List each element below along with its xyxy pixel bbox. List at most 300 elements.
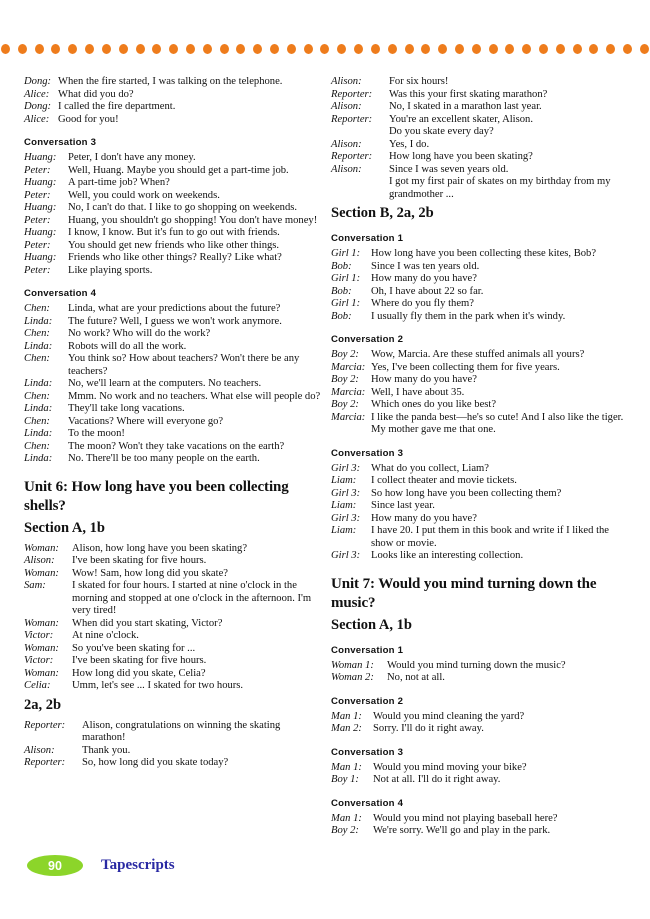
orange-dot (287, 44, 296, 54)
dialogue-line (24, 202, 321, 215)
dialogue-line (24, 303, 321, 316)
conversation-label: Conversation 3 (331, 746, 404, 758)
dialogue-line (24, 403, 321, 416)
speaker-name: Linda: (24, 403, 53, 414)
utterance-text: When did you start skating, Victor? (72, 617, 223, 629)
speaker-name: Alison: (331, 138, 362, 150)
speaker-name: Chen: (24, 390, 50, 402)
section-heading: Section B, 2a, 2b (331, 205, 434, 221)
speaker-name: Peter: (24, 164, 51, 176)
utterance-text: Well, I have about 35. (371, 386, 465, 398)
utterance-text: The moon? Won't they take vacations on the earth? (68, 440, 285, 452)
dotted-divider (0, 44, 650, 54)
utterance-text: Oh, I have about 22 so far. (371, 285, 484, 297)
orange-dot (489, 44, 498, 54)
dialogue-block (24, 543, 321, 693)
dialogue-line (24, 580, 321, 618)
dialogue-line (331, 139, 628, 152)
speaker-name: Girl 1: (331, 248, 361, 259)
orange-dot (220, 44, 229, 54)
conversation-label: Conversation 2 (331, 334, 404, 345)
orange-dot (640, 44, 649, 54)
utterance-text: You're an excellent skater, Alison. (389, 113, 533, 125)
dialogue-line (331, 660, 628, 673)
page-number-badge (27, 855, 83, 876)
dialogue-line (331, 248, 628, 261)
dialogue-block (331, 660, 628, 685)
speaker-name: Alison: (331, 101, 362, 112)
orange-dot (18, 44, 27, 54)
speaker-name: Linda: (24, 315, 53, 327)
utterance-text: The future? Well, I guess we won't work anymore. (68, 315, 282, 327)
utterance-text: So you've been skating for ... (72, 642, 196, 654)
utterance-text: I know, I know. But it's fun to go out with friends. (68, 227, 280, 238)
dialogue-line (24, 391, 321, 404)
speaker-name: Reporter: (24, 719, 66, 731)
speaker-name: Man 1: (331, 710, 362, 722)
speaker-name: Marcia: (331, 386, 366, 398)
orange-dot (522, 44, 531, 54)
speaker-name: Dong: (24, 101, 52, 112)
dialogue-line (24, 353, 321, 378)
speaker-name: Liam: (331, 500, 357, 511)
speaker-name: Dong: (24, 76, 52, 87)
speaker-name: Peter: (24, 264, 51, 276)
dialogue-line (24, 177, 321, 190)
dialogue-line (24, 240, 321, 253)
speaker-name: Peter: (24, 239, 51, 251)
orange-dot (1, 44, 10, 54)
dialogue-line (24, 265, 321, 278)
orange-dot (320, 44, 329, 54)
speaker-name: Reporter: (331, 88, 373, 100)
dialogue-line (24, 630, 321, 643)
dialogue-line (24, 227, 321, 240)
orange-dot (337, 44, 346, 54)
speaker-name: Boy 2: (331, 349, 359, 360)
speaker-name: Reporter: (24, 757, 66, 768)
dialogue-line (331, 362, 628, 375)
dialogue-line (331, 374, 628, 387)
speaker-name: Woman: (24, 617, 59, 629)
utterance-text: Which ones do you like best? (371, 399, 497, 410)
dialogue-line (24, 643, 321, 656)
utterance-text: How many do you have? (371, 273, 477, 284)
speaker-name: Girl 3: (331, 462, 361, 474)
dialogue-line (24, 428, 321, 441)
orange-dot (606, 44, 615, 54)
dialogue-line (331, 762, 628, 775)
dialogue-line (24, 618, 321, 631)
dialogue-block (331, 248, 628, 323)
dialogue-line (24, 378, 321, 391)
dialogue-line (331, 126, 628, 139)
utterance-text: Thank you. (82, 744, 131, 756)
dialogue-line (331, 114, 628, 127)
dialogue-line (24, 316, 321, 329)
dialogue-line (331, 261, 628, 274)
dialogue-line (331, 412, 628, 437)
utterance-text: How long have you been skating? (389, 151, 533, 162)
speaker-name: Reporter: (331, 113, 373, 125)
speaker-name: Woman: (24, 542, 59, 554)
orange-dot (35, 44, 44, 54)
utterance-text: Vacations? Where will everyone go? (68, 415, 224, 427)
speaker-name: Man 1: (331, 761, 362, 773)
speaker-name: Chen: (24, 415, 50, 427)
speaker-name: Celia: (24, 680, 51, 691)
utterance-text: Like playing sports. (68, 264, 153, 276)
page-number: 90 (48, 858, 62, 873)
utterance-text: Since last year. (371, 500, 435, 511)
dialogue-line (331, 774, 628, 787)
speaker-name: Liam: (331, 475, 357, 486)
utterance-text: For six hours! (389, 76, 449, 87)
orange-dot (203, 44, 212, 54)
dialogue-line (24, 328, 321, 341)
dialogue-block (24, 303, 321, 466)
dialogue-line (331, 273, 628, 286)
speaker-name: Huang: (24, 152, 57, 163)
utterance-text: Umm, let's see ... I skated for two hours. (72, 680, 244, 691)
dialogue-line (331, 164, 628, 177)
utterance-text: At nine o'clock. (72, 630, 139, 641)
page-footer (27, 855, 175, 876)
speaker-name: Linda: (24, 378, 53, 389)
dialogue-line (331, 311, 628, 324)
orange-dot (253, 44, 262, 54)
utterance-text: So how long have you been collecting them? (371, 487, 562, 499)
orange-dot (438, 44, 447, 54)
dialogue-line (24, 341, 321, 354)
conversation-label: Conversation 3 (24, 137, 97, 148)
orange-dot (68, 44, 77, 54)
utterance-text: Well, you could work on weekends. (68, 189, 220, 201)
speaker-name: Girl 1: (331, 273, 361, 284)
speaker-name: Huang: (24, 252, 57, 263)
orange-dot (304, 44, 313, 54)
utterance-text: What did you do? (58, 88, 134, 100)
unit-heading: Unit 6: How long have you been collecting shells? (24, 478, 289, 514)
speaker-name: Linda: (24, 453, 53, 464)
speaker-name: Reporter: (331, 151, 373, 162)
speaker-name: Woman 2: (331, 672, 374, 683)
dialogue-line (331, 286, 628, 299)
section-heading: Section A, 1b (24, 519, 105, 536)
dialogue-block (331, 349, 628, 437)
utterance-text: Huang, you shouldn't go shopping! You don't have money! (68, 214, 318, 226)
dialogue-line (331, 513, 628, 526)
speaker-name: Victor: (24, 655, 54, 666)
conversation-label: Conversation 4 (24, 288, 97, 299)
dialogue-line (24, 568, 321, 581)
dialogue-line (24, 757, 321, 770)
speaker-name: Huang: (24, 202, 57, 213)
orange-dot (623, 44, 632, 54)
dialogue-line (331, 76, 628, 89)
speaker-name: Chen: (24, 440, 50, 452)
utterance-text: Robots will do all the work. (68, 340, 187, 352)
section-heading: 2a, 2b (24, 696, 62, 713)
utterance-text: Would you mind turning down the music? (387, 659, 566, 671)
speaker-name: Bob: (331, 310, 352, 322)
dialogue-line (24, 668, 321, 681)
utterance-text: No, not at all. (387, 672, 445, 683)
dialogue-line (331, 89, 628, 102)
orange-dot (472, 44, 481, 54)
dialogue-line (331, 387, 628, 400)
utterance-text: How long did you skate, Celia? (72, 667, 206, 679)
dialogue-line (24, 215, 321, 228)
orange-dot (102, 44, 111, 54)
dialogue-line (24, 745, 321, 758)
dialogue-line (331, 463, 628, 476)
speaker-name: Woman: (24, 667, 59, 679)
speaker-name: Victor: (24, 630, 54, 641)
utterance-text: No work? Who will do the work? (68, 328, 211, 339)
utterance-text: Was this your first skating marathon? (389, 88, 548, 100)
dialogue-line (24, 416, 321, 429)
utterance-text: Well, Huang. Maybe you should get a part-time job. (68, 164, 289, 176)
speaker-name: Woman: (24, 642, 59, 654)
utterance-text: Not at all. I'll do it right away. (373, 774, 501, 785)
conversation-label: Conversation 1 (331, 644, 404, 656)
dialogue-block (24, 720, 321, 770)
dialogue-line (24, 555, 321, 568)
footer-section-title: Tapescripts (101, 857, 175, 873)
speaker-name: Sam: (24, 580, 46, 591)
dialogue-line (331, 176, 628, 201)
utterance-text: I collect theater and movie tickets. (371, 475, 517, 486)
conversation-label: Conversation 3 (331, 447, 404, 459)
speaker-name: Boy 1: (331, 774, 359, 785)
utterance-text: Since I was seven years old. (389, 163, 509, 175)
utterance-text: Looks like an interesting collection. (371, 550, 524, 561)
dialogue-block (331, 813, 628, 838)
utterance-text: I have 20. I put them in this book and write if I liked the show or movie. (371, 525, 610, 549)
speaker-name: Girl 1: (331, 298, 361, 309)
utterance-text: You think so? How about teachers? Won't there be any teachers? (68, 353, 300, 377)
utterance-text: What do you collect, Liam? (371, 462, 489, 474)
dialogue-line (331, 525, 628, 550)
orange-dot (236, 44, 245, 54)
dialogue-line (331, 475, 628, 488)
dialogue-line (24, 252, 321, 265)
utterance-text: No, I can't do that. I like to go shopping on weekends. (68, 202, 298, 213)
dialogue-line (331, 298, 628, 311)
dialogue-line (24, 441, 321, 454)
orange-dot (539, 44, 548, 54)
speaker-name: Man 1: (331, 812, 362, 824)
utterance-text: No, we'll learn at the computers. No teachers. (68, 378, 262, 389)
speaker-name: Linda: (24, 428, 53, 439)
utterance-text: Linda, what are your predictions about the future? (68, 303, 281, 314)
dialogue-line (24, 680, 321, 693)
utterance-text: Where do you fly them? (371, 298, 474, 309)
dialogue-line (331, 349, 628, 362)
utterance-text: No, I skated in a marathon last year. (389, 101, 542, 112)
orange-dot (152, 44, 161, 54)
dialogue-line (24, 720, 321, 745)
utterance-text: Yes, I've been collecting them for five years. (371, 361, 560, 373)
speaker-name: Alison: (331, 76, 362, 87)
speaker-name: Peter: (24, 214, 51, 226)
speaker-name: Linda: (24, 340, 53, 352)
speaker-name: Boy 2: (331, 825, 359, 836)
speaker-name: Girl 3: (331, 487, 361, 499)
orange-dot (421, 44, 430, 54)
conversation-label: Conversation 2 (331, 695, 404, 707)
dialogue-line (331, 151, 628, 164)
utterance-text: Would you mind cleaning the yard? (373, 710, 525, 722)
utterance-text: We're sorry. We'll go and play in the park. (373, 825, 551, 836)
speaker-name: Bob: (331, 260, 352, 272)
orange-dot (573, 44, 582, 54)
speaker-name: Alison: (24, 555, 55, 566)
dialogue-line (24, 543, 321, 556)
utterance-text: Alison, congratulations on winning the skating marathon! (82, 719, 281, 743)
utterance-text: Wow, Marcia. Are these stuffed animals all yours? (371, 349, 585, 360)
speaker-name: Chen: (24, 328, 50, 339)
utterance-text: I've been skating for five hours. (72, 655, 207, 666)
dialogue-line (331, 723, 628, 736)
speaker-name: Marcia: (331, 411, 366, 423)
unit-heading: Unit 7: Would you mind turning down the music? (331, 575, 597, 611)
speaker-name: Boy 2: (331, 374, 359, 385)
speaker-name: Alice: (24, 88, 50, 100)
speaker-name: Man 2: (331, 723, 362, 734)
dialogue-line (331, 500, 628, 513)
orange-dot (136, 44, 145, 54)
orange-dot (388, 44, 397, 54)
orange-dot (186, 44, 195, 54)
section-heading: Section A, 1b (331, 616, 412, 633)
dialogue-line (331, 399, 628, 412)
speaker-name: Marcia: (331, 361, 366, 373)
dialogue-line (24, 453, 321, 466)
dialogue-block (24, 76, 321, 126)
content-columns (24, 76, 628, 838)
dialogue-line (24, 89, 321, 102)
dialogue-line (331, 101, 628, 114)
dialogue-line (24, 114, 321, 127)
dialogue-line (24, 101, 321, 114)
utterance-text: I skated for four hours. I started at nine o'clock in the morning and stopped at one o'clock in the afternoon. I'm very tired! (72, 580, 312, 616)
speaker-name (331, 176, 389, 201)
orange-dot (405, 44, 414, 54)
utterance-text: Yes, I do. (389, 138, 430, 150)
speaker-name: Boy 2: (331, 399, 359, 410)
speaker-name: Huang: (24, 227, 57, 238)
left-column (24, 76, 321, 770)
speaker-name: Girl 3: (331, 512, 361, 524)
speaker-name: Peter: (24, 189, 51, 201)
dialogue-line (331, 711, 628, 724)
utterance-text: So, how long did you skate today? (82, 757, 229, 768)
orange-dot (169, 44, 178, 54)
dialogue-block (331, 711, 628, 736)
dialogue-block (331, 762, 628, 787)
utterance-text: Friends who like other things? Really? Like what? (68, 252, 282, 263)
utterance-text: When the fire started, I was talking on the telephone. (58, 76, 283, 87)
orange-dot (85, 44, 94, 54)
utterance-text: You should get new friends who like other things. (68, 239, 280, 251)
speaker-name: Huang: (24, 177, 57, 188)
speaker-name: Chen: (24, 303, 50, 314)
dialogue-block (24, 152, 321, 277)
speaker-name: Alice: (24, 113, 50, 125)
orange-dot (119, 44, 128, 54)
utterance-text: Alison, how long have you been skating? (72, 542, 248, 554)
dialogue-line (331, 550, 628, 563)
orange-dot (371, 44, 380, 54)
utterance-text: Do you skate every day? (389, 126, 494, 137)
utterance-text: I got my first pair of skates on my birthday from my grandmother ... (389, 176, 611, 200)
utterance-text: I like the panda best—he's so cute! And I also like the tiger. My mother gave me that one. (371, 411, 624, 435)
speaker-name: Alison: (331, 163, 362, 175)
orange-dot (505, 44, 514, 54)
utterance-text: Since I was ten years old. (371, 260, 480, 272)
speaker-name: Bob: (331, 285, 352, 297)
utterance-text: I've been skating for five hours. (72, 555, 207, 566)
dialogue-line (24, 190, 321, 203)
dialogue-line (331, 825, 628, 838)
utterance-text: Mmm. No work and no teachers. What else will people do? (68, 390, 321, 402)
utterance-text: Wow! Sam, how long did you skate? (72, 567, 228, 579)
orange-dot (354, 44, 363, 54)
speaker-name: Alison: (24, 744, 55, 756)
orange-dot (51, 44, 60, 54)
dialogue-line (24, 76, 321, 89)
utterance-text: Sorry. I'll do it right away. (373, 723, 484, 734)
conversation-label: Conversation 1 (331, 233, 404, 244)
dialogue-line (24, 152, 321, 165)
conversation-label: Conversation 4 (331, 797, 404, 809)
dialogue-line (24, 165, 321, 178)
dialogue-block (331, 76, 628, 201)
utterance-text: How many do you have? (371, 512, 477, 524)
utterance-text: How many do you have? (371, 374, 477, 385)
utterance-text: Would you mind moving your bike? (373, 761, 527, 773)
utterance-text: A part-time job? When? (68, 177, 170, 188)
right-column (331, 76, 628, 838)
speaker-name: Woman: (24, 567, 59, 579)
speaker-name: Girl 3: (331, 550, 361, 561)
orange-dot (589, 44, 598, 54)
dialogue-line (331, 813, 628, 826)
utterance-text: No. There'll be too many people on the earth. (68, 453, 260, 464)
speaker-name: Chen: (24, 353, 50, 364)
orange-dot (270, 44, 279, 54)
speaker-name (331, 126, 389, 139)
dialogue-line (331, 488, 628, 501)
dialogue-line (331, 672, 628, 685)
utterance-text: Peter, I don't have any money. (68, 152, 196, 163)
speaker-name: Liam: (331, 525, 357, 536)
dialogue-line (24, 655, 321, 668)
utterance-text: Would you mind not playing baseball here? (373, 812, 558, 824)
utterance-text: They'll take long vacations. (68, 403, 185, 414)
utterance-text: I called the fire department. (58, 101, 176, 112)
utterance-text: How long have you been collecting these kites, Bob? (371, 248, 597, 259)
orange-dot (556, 44, 565, 54)
orange-dot (455, 44, 464, 54)
utterance-text: Good for you! (58, 113, 119, 125)
utterance-text: To the moon! (68, 428, 125, 439)
dialogue-block (331, 463, 628, 563)
speaker-name: Woman 1: (331, 659, 374, 671)
utterance-text: I usually fly them in the park when it's windy. (371, 310, 566, 322)
